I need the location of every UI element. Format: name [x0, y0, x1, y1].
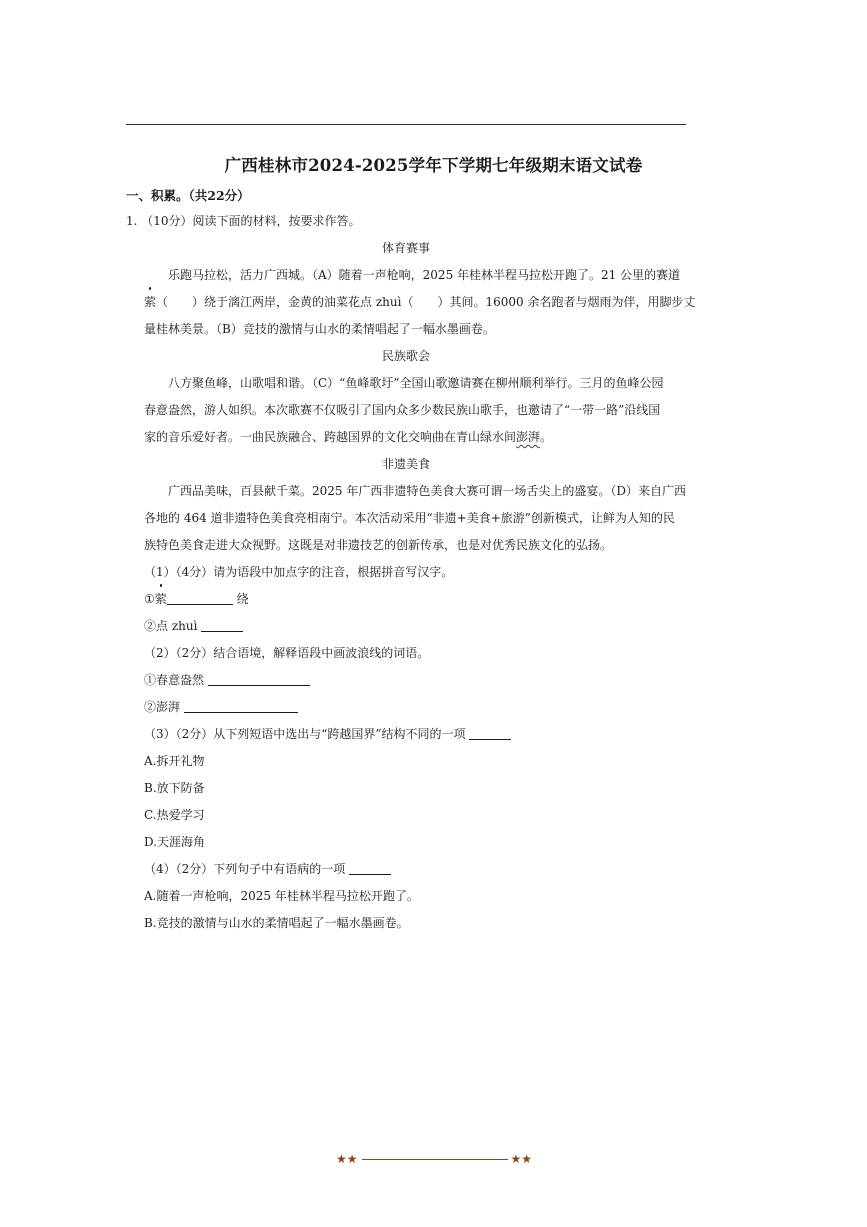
sub-question-4-prompt: [126, 856, 686, 883]
passage-1-line-1: 乐跑马拉松，活力广西城。（A）随着一声枪响，2025 年桂林半程马拉松开跑了。21 公里的赛道: [168, 268, 681, 282]
dotted-char: 萦: [144, 289, 156, 316]
item-text: ②澎湃: [144, 700, 181, 714]
answer-blank[interactable]: [349, 860, 391, 875]
passage-2-line-2: [126, 397, 686, 424]
sub-question-1-item-1: [126, 586, 686, 613]
passage-2-line-3-pre: 家的音乐爱好者。一曲民族融合、跨越国界的文化交响曲在青山绿水间: [144, 430, 517, 444]
sub-question-2-item-1: [126, 667, 686, 694]
star-icon: ★★: [336, 1152, 358, 1166]
option-d: D.天涯海角: [144, 835, 206, 849]
wavy-word-angran: 盎然: [168, 403, 193, 417]
passage-3-title: 非遗美食: [381, 457, 430, 471]
answer-blank[interactable]: [208, 671, 310, 686]
item-number: ①: [144, 592, 155, 606]
passage-2-title: 民族歌会: [381, 349, 430, 363]
item-text: ②点 zhuì: [144, 619, 198, 633]
passage-2-line-2-rest: ，游人如织。本次歌赛不仅吸引了国内众多少数民族山歌手，也邀请了“一带一路”沿线国: [192, 403, 661, 417]
passage-1-line-2: [126, 289, 696, 316]
passage-3-line-2: 各地的 464 道非遗特色美食亮相南宁。本次活动采用“非遗+美食+旅游”创新模式，让鲜为人知的民: [144, 511, 675, 525]
passage-2-line-3-post: 。: [540, 430, 553, 444]
passage-1-line-2-text: （ ）绕于漓江两岸，金黄的油菜花点 zhuì（ ）其间。16000 余名跑者与烟雨为伴，用脚步丈: [156, 295, 696, 309]
footer-line: [362, 1159, 508, 1160]
prompt-text: （4）（2分）下列句子中有语病的一项: [144, 862, 346, 876]
option-c: C.热爱学习: [144, 808, 205, 822]
answer-blank[interactable]: [184, 698, 298, 713]
sub-question-3-prompt: [126, 721, 686, 748]
option-a: A.拆开礼物: [144, 754, 205, 768]
answer-blank[interactable]: [201, 617, 243, 632]
passage-2-line-3: [126, 424, 686, 451]
question-1-prompt: 1. （10分）阅读下面的材料，按要求作答。: [126, 214, 361, 228]
option-b: B.放下防备: [144, 781, 205, 795]
passage-1-line-3: 量桂林美景。（B）竞技的激情与山水的柔情唱起了一幅水墨画卷。: [144, 322, 495, 336]
passage-3-line-3: 族特色美食走进大众视野。这既是对非遗技艺的创新传承，也是对优秀民族文化的弘扬。: [144, 538, 613, 552]
page-title: 广西桂林市2024-2025学年下学期七年级期末语文试卷: [224, 156, 643, 175]
sub-question-1-item-2: [126, 613, 686, 640]
passage-2-line-2-pre: 春意: [144, 403, 169, 417]
passage-2-line-1: 八方聚鱼峰，山歌唱和谐。（C）“鱼峰歌圩”全国山歌邀请赛在柳州顺利举行。三月的鱼峰公园: [168, 376, 664, 390]
passage-3-line-1: 广西品美味，百县献千菜。2025 年广西非遗特色美食大赛可谓一场舌尖上的盛宴。（D）来自广西: [168, 484, 686, 498]
passage-1-title: 体育赛事: [381, 241, 430, 255]
prompt-text: （3）（2分）从下列短语中选出与“跨越国界”结构不同的一项: [144, 727, 466, 741]
top-rule: [126, 124, 686, 125]
sub-question-1-prompt: （1）（4分）请为语段中加点字的注音，根据拼音写汉字。: [144, 565, 454, 579]
star-icon: ★★: [510, 1152, 532, 1166]
section-heading: 一、积累。（共22分）: [126, 188, 250, 203]
dotted-char: 萦: [155, 586, 167, 613]
answer-blank[interactable]: [167, 590, 233, 605]
footer-decoration: [336, 1152, 532, 1168]
item-text: ①春意盎然: [144, 673, 205, 687]
option-a: A.随着一声枪响，2025 年桂林半程马拉松开跑了。: [144, 889, 419, 903]
sub-question-2-item-2: [126, 694, 686, 721]
item-suffix: 绕: [236, 592, 249, 606]
wavy-word-pengpai: 澎湃: [516, 430, 541, 444]
answer-blank[interactable]: [469, 725, 511, 740]
question-1: [126, 208, 696, 937]
sub-question-2-prompt: （2）（2分）结合语境，解释语段中画波浪线的词语。: [144, 646, 430, 660]
option-b: B.竞技的激情与山水的柔情唱起了一幅水墨画卷。: [144, 916, 409, 930]
